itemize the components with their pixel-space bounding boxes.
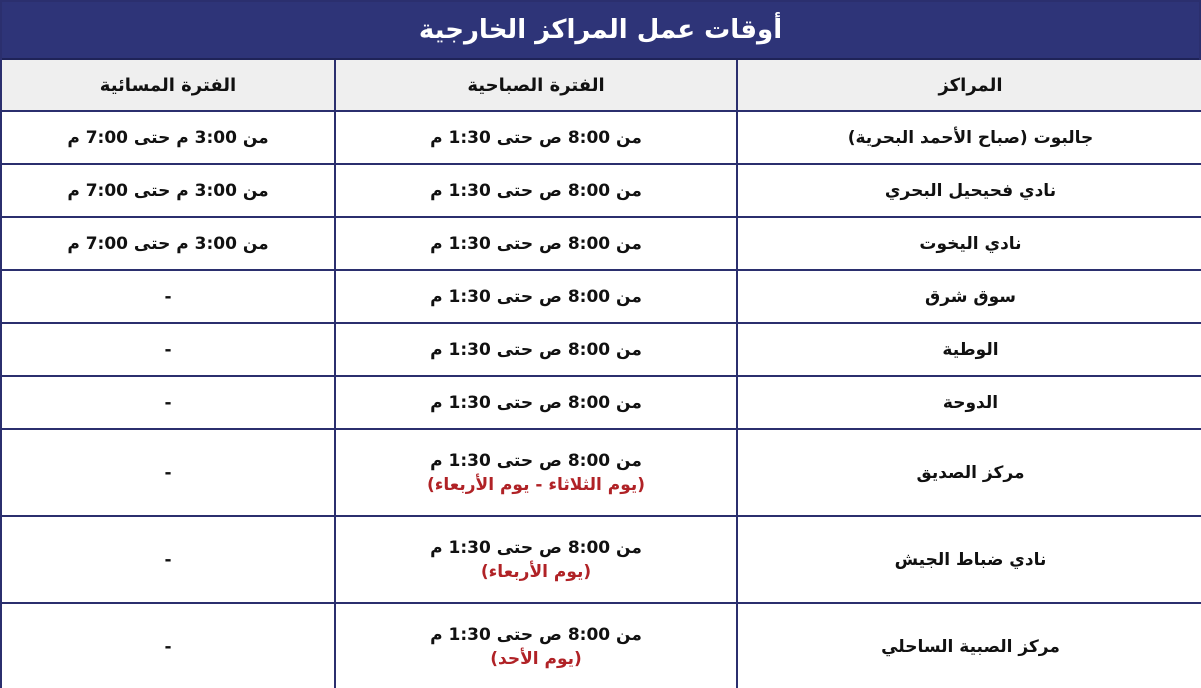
cell-morning [335,603,737,688]
cell-evening: من 3:00 م حتى 7:00 م [2,217,335,270]
cell-morning [335,164,737,217]
page-title: أوقات عمل المراكز الخارجية [2,2,1199,60]
cell-center: مركز الصبية الساحلي [737,603,1201,688]
header-center: المراكز [737,60,1201,111]
cell-evening: من 3:00 م حتى 7:00 م [2,111,335,164]
cell-center: الدوحة [737,376,1201,429]
table-row [2,429,1201,516]
cell-morning [335,270,737,323]
cell-center: نادي فحيحيل البحري [737,164,1201,217]
cell-center: نادي ضباط الجيش [737,516,1201,603]
morning-hours: من 8:00 ص حتى 1:30 م [430,392,642,413]
morning-hours: من 8:00 ص حتى 1:30 م [430,339,642,360]
cell-evening: - [2,516,335,603]
header-morning: الفترة الصباحية [335,60,737,111]
header-evening: الفترة المسائية [2,60,335,111]
cell-center: الوطية [737,323,1201,376]
cell-evening: - [2,603,335,688]
cell-center: سوق شرق [737,270,1201,323]
schedule-table [2,60,1201,688]
morning-hours: من 8:00 ص حتى 1:30 م [430,286,642,307]
cell-morning [335,429,737,516]
table-row [2,111,1201,164]
cell-morning [335,323,737,376]
cell-center: جالبوت (صباح الأحمد البحرية) [737,111,1201,164]
table-row [2,164,1201,217]
table-row [2,270,1201,323]
cell-center: نادي اليخوت [737,217,1201,270]
table-row [2,603,1201,688]
day-note: (يوم الأربعاء) [480,561,592,582]
morning-hours: من 8:00 ص حتى 1:30 م [430,450,642,471]
cell-evening: - [2,376,335,429]
table-row [2,323,1201,376]
cell-morning [335,516,737,603]
morning-hours: من 8:00 ص حتى 1:30 م [430,127,642,148]
morning-hours: من 8:00 ص حتى 1:30 م [430,537,642,558]
day-note: (يوم الأحد) [490,649,582,669]
table-row [2,516,1201,603]
cell-morning [335,376,737,429]
cell-evening: - [2,270,335,323]
cell-evening: - [2,323,335,376]
table-row [2,217,1201,270]
morning-hours: من 8:00 ص حتى 1:30 م [430,625,642,645]
cell-evening: - [2,429,335,516]
day-note: (يوم الثلاثاء - يوم الأربعاء) [426,474,646,495]
table-header-row [2,60,1201,111]
cell-center: مركز الصديق [737,429,1201,516]
morning-hours: من 8:00 ص حتى 1:30 م [430,180,642,201]
cell-morning [335,217,737,270]
morning-hours: من 8:00 ص حتى 1:30 م [430,233,642,254]
cell-evening: من 3:00 م حتى 7:00 م [2,164,335,217]
table-row [2,376,1201,429]
cell-morning [335,111,737,164]
